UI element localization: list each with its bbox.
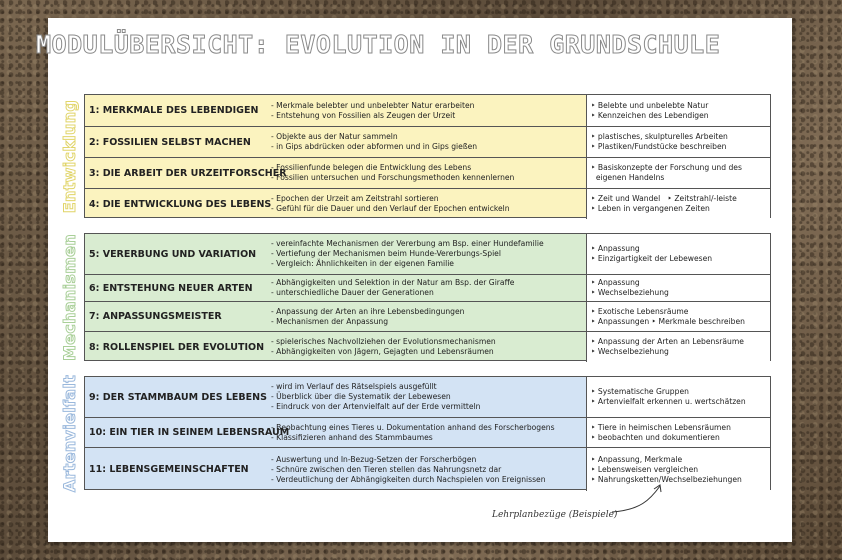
reference-line: ‣ Kennzeichen des Lebendigen bbox=[591, 110, 709, 120]
reference-line: ‣ Einzigartigkeit der Lebewesen bbox=[591, 254, 713, 263]
reference-line: ‣ beobachten und dokumentieren bbox=[591, 432, 720, 442]
description-line: - Verdeutlichung der Abhängigkeiten durch Nachspielen von Ereignissen bbox=[271, 474, 546, 484]
module-name: 1: MERKMALE DES LEBENDIGEN bbox=[89, 105, 259, 116]
module-description bbox=[267, 275, 586, 301]
description-line: - spielerisches Nachvollziehen der Evolutionsmechanismen bbox=[271, 337, 496, 346]
module-name: 4: DIE ENTWICKLUNG DES LEBENS bbox=[89, 198, 272, 210]
module-name: 10: EIN TIER IN SEINEM LEBENSRAUM bbox=[89, 427, 290, 438]
page-title: MODULÜBERSICHT: EVOLUTION IN DER GRUNDSCHULE bbox=[36, 30, 721, 59]
description-line: - Schnüre zwischen den Tieren stellen das Nahrungsnetz dar bbox=[271, 464, 502, 474]
reference-line: ‣ Exotische Lebensräume bbox=[591, 306, 689, 316]
reference-line: ‣ Anpassung bbox=[591, 278, 640, 287]
module-row bbox=[85, 377, 770, 417]
description-line: - Objekte aus der Natur sammeln bbox=[271, 132, 398, 141]
module-row bbox=[85, 95, 770, 126]
reference-line: ‣ Plastiken/Fundstücke beschreiben bbox=[591, 142, 727, 151]
description-line: - Merkmale belebter und unbelebter Natur erarbeiten bbox=[271, 100, 475, 110]
description-line: - unterschiedliche Dauer der Generationen bbox=[271, 288, 434, 297]
reference-line: ‣ Lebensweisen vergleichen bbox=[591, 464, 699, 474]
module-row bbox=[85, 157, 770, 188]
reference-line: ‣ plastisches, skulpturelles Arbeiten bbox=[591, 132, 728, 141]
section-label-text: Artenvielfalt bbox=[60, 374, 80, 492]
reference-line: eigenen Handelns bbox=[591, 173, 665, 182]
reference-line: ‣ Basiskonzepte der Forschung und des bbox=[591, 163, 742, 172]
description-line: - Fossilienfunde belegen die Entwicklung des Lebens bbox=[271, 163, 472, 172]
description-line: - Klassifizieren anhand des Stammbaumes bbox=[271, 432, 433, 442]
reference-line: ‣ Systematische Gruppen bbox=[591, 387, 689, 396]
module-description bbox=[267, 332, 586, 362]
module-description bbox=[267, 234, 586, 274]
description-line: - Auswertung und In-Bezug-Setzen der Forscherbögen bbox=[271, 454, 477, 464]
module-description bbox=[267, 158, 586, 188]
description-line: - Vergleich: Ähnlichkeiten in der eigenen Familie bbox=[271, 259, 454, 268]
description-line: - Epochen der Urzeit am Zeitstrahl sortieren bbox=[271, 194, 439, 203]
section-entwicklung bbox=[84, 94, 771, 218]
module-row bbox=[85, 417, 770, 447]
section-label-mechanismen bbox=[58, 233, 82, 361]
curriculum-reference bbox=[586, 158, 770, 188]
module-description bbox=[267, 302, 586, 331]
curriculum-reference bbox=[586, 302, 770, 331]
module-name: 9: DER STAMMBAUM DES LEBENS bbox=[89, 391, 267, 403]
reference-line: ‣ Belebte und unbelebte Natur bbox=[591, 100, 709, 110]
module-name: 3: DIE ARBEIT DER URZEITFORSCHER bbox=[89, 167, 287, 179]
reference-line: ‣ Zeit und Wandel ‣ Zeitstrahl/-leiste bbox=[591, 194, 737, 203]
description-line: - wird im Verlauf des Rätselspiels ausgefüllt bbox=[271, 382, 437, 391]
description-line: - Eindruck von der Artenvielfalt auf der Erde vermitteln bbox=[271, 402, 481, 411]
module-description bbox=[267, 377, 586, 417]
description-line: - Vertiefung der Mechanismen beim Hunde-Vererbungs-Spiel bbox=[271, 249, 501, 258]
arrow-icon bbox=[610, 480, 670, 516]
description-line: - Mechanismen der Anpassung bbox=[271, 316, 389, 326]
reference-line: ‣ Artenvielfalt erkennen u. wertschätzen bbox=[591, 397, 746, 406]
module-description bbox=[267, 418, 586, 447]
reference-line: ‣ Anpassung der Arten an Lebensräume bbox=[591, 337, 744, 346]
description-line: - Überblick über die Systematik der Lebewesen bbox=[271, 392, 451, 401]
module-description bbox=[267, 95, 586, 126]
curriculum-reference bbox=[586, 275, 770, 301]
section-label-entwicklung bbox=[58, 94, 82, 218]
curriculum-reference bbox=[586, 234, 770, 274]
description-line: - Abhängigkeiten und Selektion in der Natur am Bsp. der Giraffe bbox=[271, 278, 515, 287]
description-line: - Gefühl für die Dauer und den Verlauf der Epochen entwickeln bbox=[271, 204, 510, 213]
section-artenvielfalt bbox=[84, 376, 771, 490]
curriculum-note: Lehrplanbezüge (Beispiele) bbox=[492, 510, 618, 520]
module-description bbox=[267, 189, 586, 219]
curriculum-reference bbox=[586, 418, 770, 447]
reference-line: ‣ Wechselbeziehung bbox=[591, 347, 669, 356]
module-description bbox=[267, 448, 586, 491]
module-description bbox=[267, 127, 586, 157]
reference-line: ‣ Wechselbeziehung bbox=[591, 288, 669, 297]
module-name: 2: FOSSILIEN SELBST MACHEN bbox=[89, 136, 251, 148]
description-line: - Anpassung der Arten an ihre Lebensbedingungen bbox=[271, 306, 465, 316]
curriculum-reference bbox=[586, 189, 770, 219]
curriculum-reference bbox=[586, 127, 770, 157]
description-line: - Fossilien untersuchen und Forschungsmethoden kennenlernen bbox=[271, 173, 515, 182]
reference-line: ‣ Tiere in heimischen Lebensräumen bbox=[591, 422, 731, 432]
module-name: 8: ROLLENSPIEL DER EVOLUTION bbox=[89, 341, 265, 353]
reference-line: ‣ Anpassung bbox=[591, 244, 640, 253]
module-row bbox=[85, 301, 770, 331]
module-name: 5: VERERBUNG UND VARIATION bbox=[89, 248, 257, 260]
module-row bbox=[85, 274, 770, 301]
description-line: - Entstehung von Fossilien als Zeugen der Urzeit bbox=[271, 110, 456, 120]
description-line: - in Gips abdrücken oder abformen und in Gips gießen bbox=[271, 142, 478, 151]
reference-line: ‣ Leben in vergangenen Zeiten bbox=[591, 204, 710, 213]
description-line: - Abhängigkeiten von Jägern, Gejagten und Lebensräumen bbox=[271, 347, 494, 356]
module-row bbox=[85, 126, 770, 157]
module-row bbox=[85, 331, 770, 362]
description-line: - vereinfachte Mechanismen der Vererbung am Bsp. einer Hundefamilie bbox=[271, 239, 544, 248]
reference-line: ‣ Nahrungsketten/Wechselbeziehungen bbox=[591, 474, 742, 484]
module-name: 7: ANPASSUNGSMEISTER bbox=[89, 311, 222, 322]
curriculum-reference bbox=[586, 332, 770, 362]
description-line: - Beobachtung eines Tieres u. Dokumentation anhand des Forscherbogens bbox=[271, 422, 555, 432]
module-row bbox=[85, 188, 770, 219]
curriculum-reference bbox=[586, 377, 770, 417]
module-name: 11: LEBENSGEMEINSCHAFTEN bbox=[89, 464, 249, 475]
reference-line: ‣ Anpassung, Merkmale bbox=[591, 454, 683, 464]
section-mechanismen bbox=[84, 233, 771, 361]
reference-line: ‣ Anpassungen ‣ Merkmale beschreiben bbox=[591, 316, 745, 326]
section-label-artenvielfalt bbox=[58, 376, 82, 490]
module-row bbox=[85, 234, 770, 274]
module-name: 6: ENTSTEHUNG NEUER ARTEN bbox=[89, 282, 253, 294]
section-label-text: Mechanismen bbox=[60, 233, 80, 361]
section-label-text: Entwicklung bbox=[60, 99, 80, 213]
curriculum-reference bbox=[586, 95, 770, 126]
